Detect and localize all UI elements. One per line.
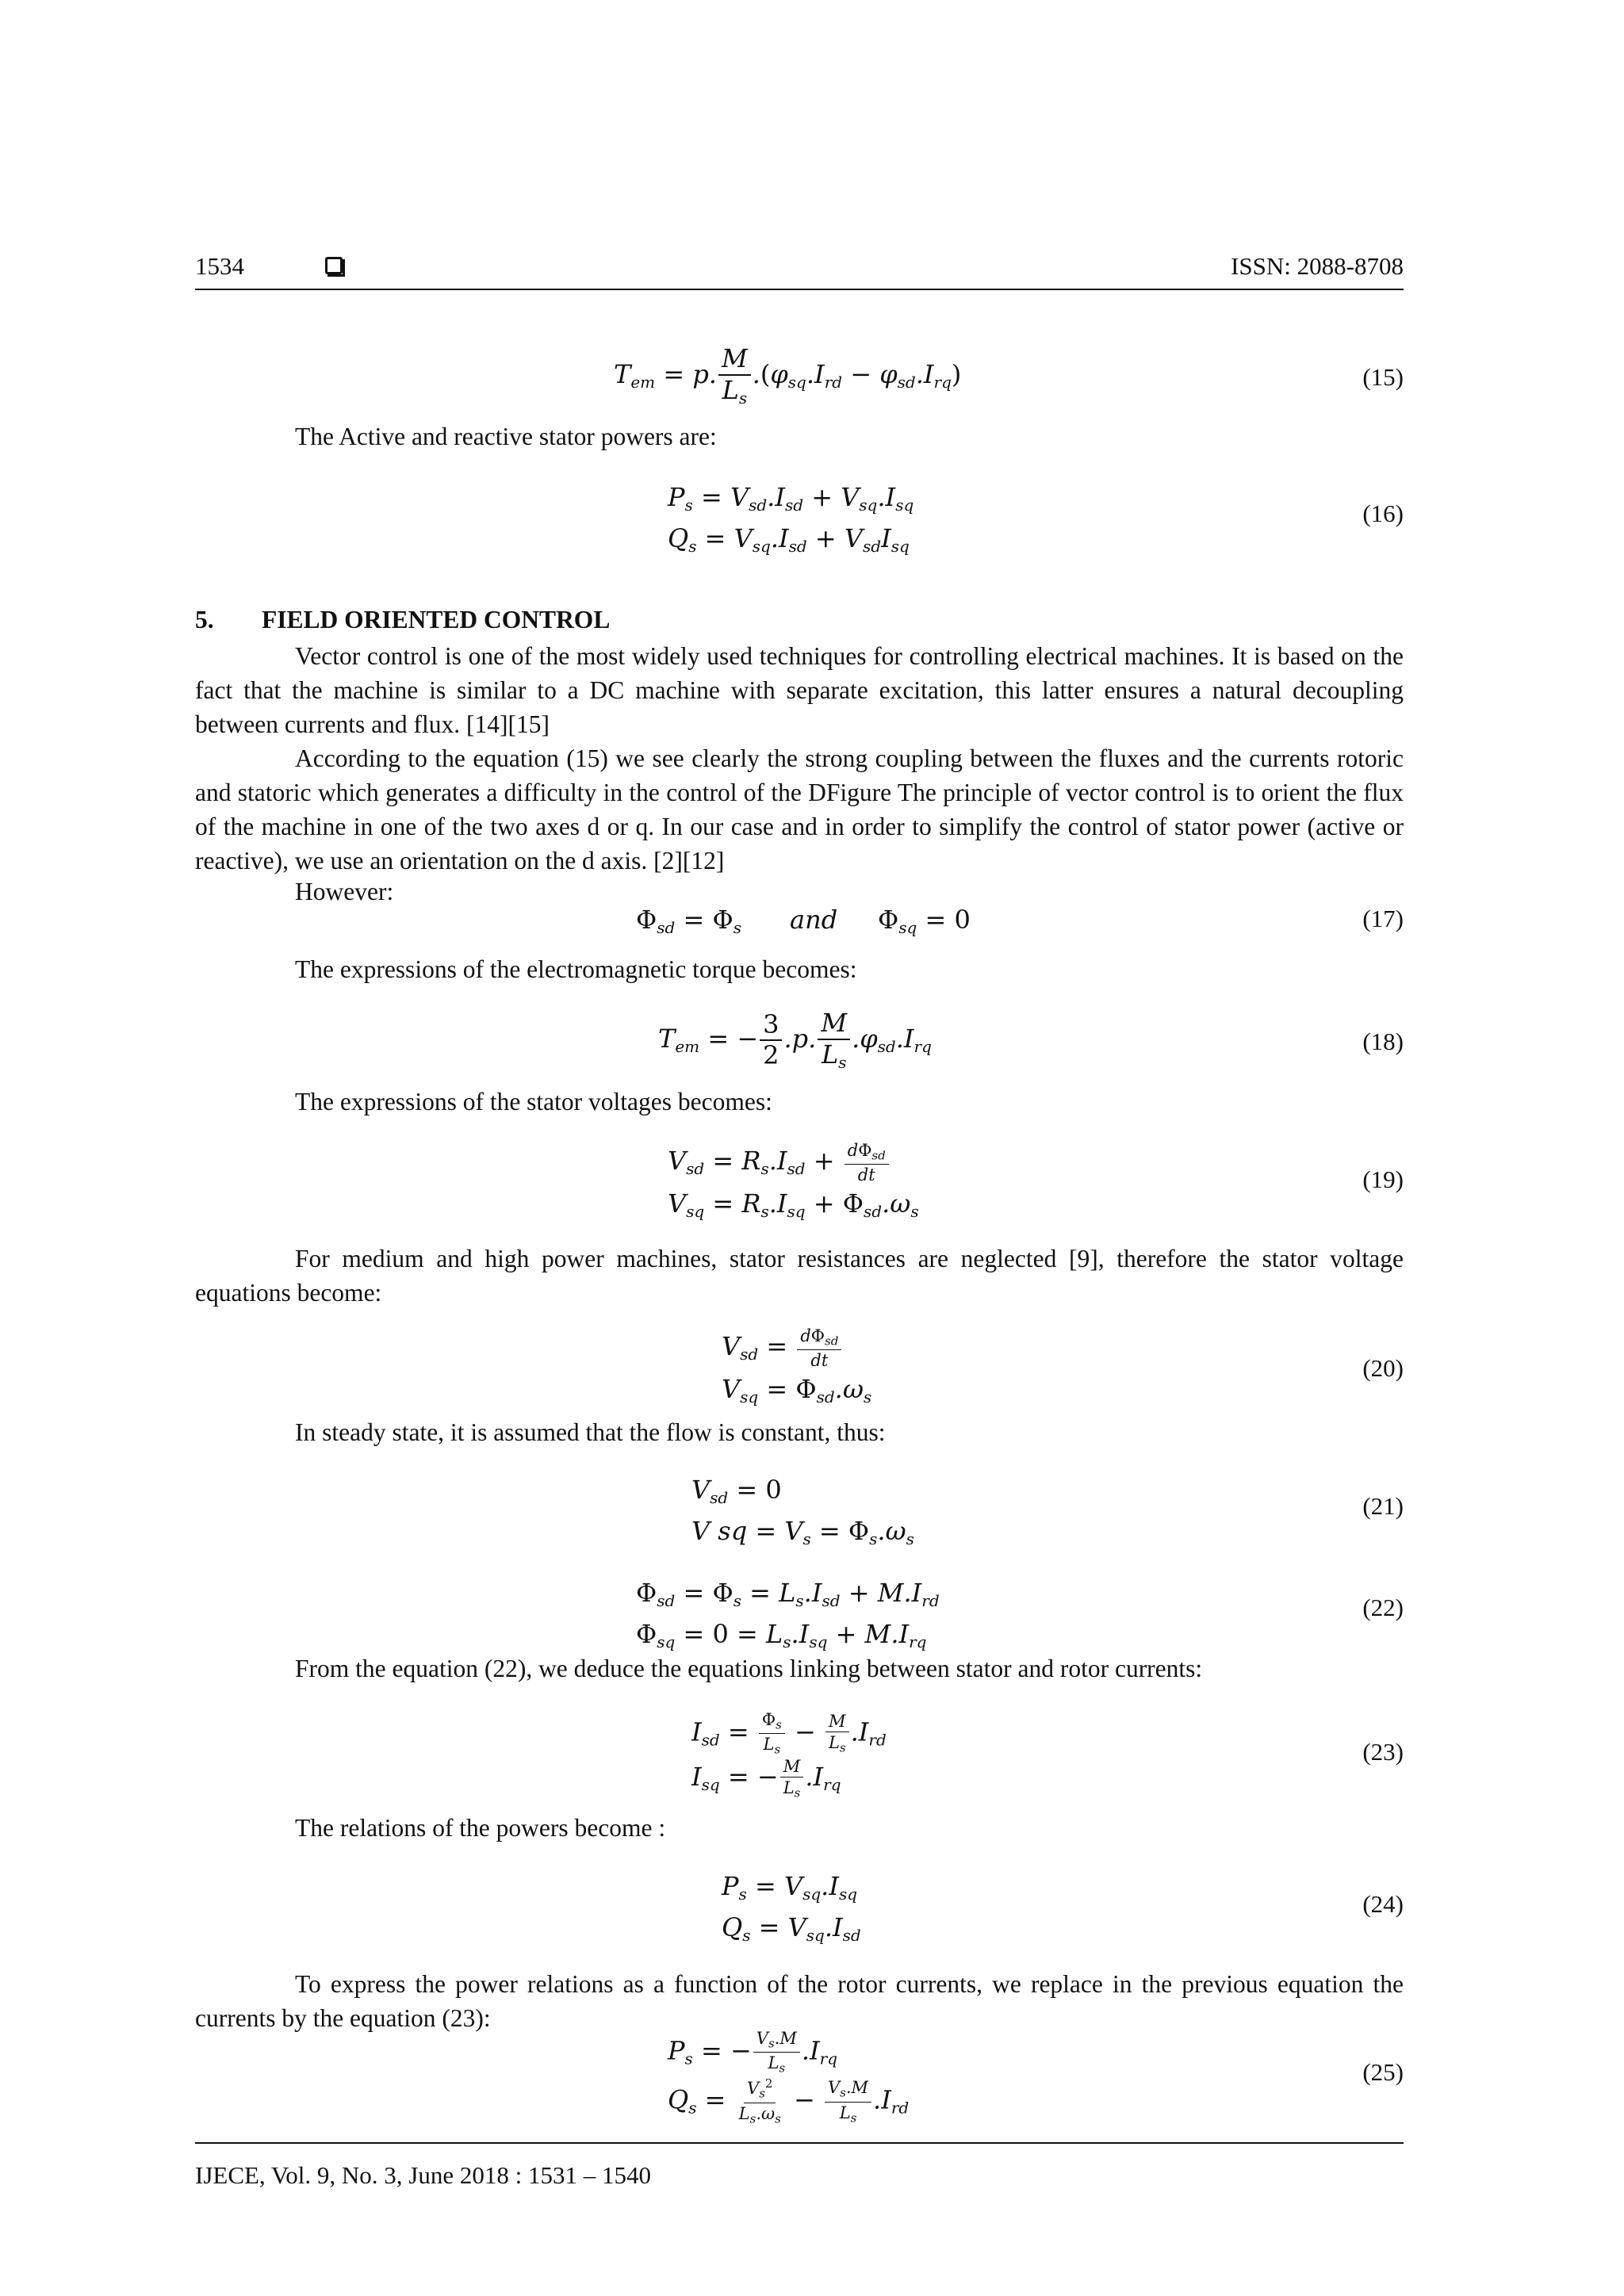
checkbox-square-icon xyxy=(325,257,343,274)
paragraph: The expressions of the electromagnetic torque becomes: xyxy=(295,955,857,983)
paragraph: The Active and reactive stator powers are: xyxy=(295,423,717,450)
equation-number: (15) xyxy=(1362,363,1404,391)
equation-number: (23) xyxy=(1362,1738,1404,1766)
paragraph: The expressions of the stator voltages becomes: xyxy=(295,1088,772,1115)
paragraph: To express the power relations as a function of the rotor currents, we replace in the previous equation the currents by the equation (23): xyxy=(195,1970,1404,2032)
equation-number: (22) xyxy=(1362,1594,1404,1621)
paragraph: Vector control is one of the most widely used techniques for controlling electrical machines. It is based on the fact that the machine is similar to a DC machine with separate excitation, this latter ensures a natural decoupling between currents and flux. [14][15] xyxy=(195,642,1404,738)
equation-17: $\Phi_{sd} = \Phi_s$ and $\Phi_{sq} = 0$ (17) xyxy=(636,905,1404,937)
equation-number: (19) xyxy=(1362,1165,1404,1193)
equation-22: $\Phi_{sd} = \Phi_s = L_s.I_{sd} + M.I_{rd}$ $\Phi_{sq} = 0 = L_s.I_{sq} + M.I_{rq}$ (22) xyxy=(636,1578,1404,1651)
equation-number: (21) xyxy=(1362,1492,1404,1520)
section-number: 5. xyxy=(195,606,214,633)
equation-number: (24) xyxy=(1362,1890,1404,1918)
equation-number: (18) xyxy=(1362,1027,1404,1055)
equation-23: $I_{sd}$ = $\frac{\Phi_s}{L_s}$ − $\frac{M}{L_s}$ $.I_{rd}$ $I_{sq}$ = − $\frac{M}{L_s}$ $.I_{rq}$ (23) xyxy=(691,1710,1404,1800)
paragraph: In steady state, it is assumed that the flow is constant, thus: xyxy=(295,1418,886,1446)
equation-number: (20) xyxy=(1362,1354,1404,1382)
paragraph: From the equation (22), we deduce the equations linking between stator and rotor currents: xyxy=(295,1655,1203,1682)
equation-25: $P_s$ = − $\frac{V_s.M}{L_s}$ $.I_{rq}$ $Q_s$ = $\frac{V_s^2}{L_s.\omega_s}$ − $\frac{V_s.M}{L_s}$ $.I_{rd}$ (25) xyxy=(668,2029,1404,2126)
paragraph: The relations of the powers become : xyxy=(295,1814,666,1842)
header-rule xyxy=(195,289,1404,290)
equation-19: $V_{sd} = R_s.I_{sd}$ + $\frac{d\Phi_{sd}}{dt}$ $V_{sq} = R_s.I_{sq} + \Phi_{sd}.\omega_s$ (19) xyxy=(668,1141,1404,1222)
paragraph: For medium and high power machines, stator resistances are neglected [9], therefore the stator voltage equations become: xyxy=(195,1245,1404,1307)
section-heading xyxy=(195,606,610,634)
equation-number: (16) xyxy=(1362,499,1404,527)
paragraph: However: xyxy=(295,878,394,905)
page-header xyxy=(195,252,1404,287)
equation-18: $T_{em}$ = − $\frac{3}{2}$ .p. $\frac{M}{L_s}$ $.\varphi_{sd}.I_{rq}$ (18) xyxy=(658,1008,1404,1072)
equation-number: (25) xyxy=(1362,2058,1404,2086)
equation-24: $P_s = V_{sq}.I_{sq}$ $Q_s = V_{sq}.I_{sd}$ (24) xyxy=(722,1871,1404,1945)
equation-number: (17) xyxy=(1362,905,1404,932)
page-number: 1534 xyxy=(195,252,244,280)
section-title: FIELD ORIENTED CONTROL xyxy=(262,606,611,633)
equation-21: $V_{sd} = 0$ V sq = $V_s = \Phi_s.\omega_s$ (21) xyxy=(691,1475,1404,1548)
equation-20: $V_{sd}$ = $\frac{d\Phi_{sd}}{dt}$ $V_{sq} = \Phi_{sd}.\omega_s$ (20) xyxy=(722,1326,1404,1407)
footer-citation: IJECE, Vol. 9, No. 3, June 2018 : 1531 – 1540 xyxy=(195,2161,651,2189)
paragraph: According to the equation (15) we see clearly the strong coupling between the fluxes and the currents rotoric and statoric which generates a difficulty in the control of the DFigure The principle of vector control is to orient the flux of the machine in one of the two axes d or q. In our case and in order to simplify the control of stator power (active or reactive), we use an orientation on the d axis. [2][12] xyxy=(195,744,1404,874)
equation-15: $T_{em} = p$. $\frac{M}{L_s}$ $.(\varphi_{sq}.I_{rd} - \varphi_{sd}.I_{rq})$ (15) xyxy=(614,343,1404,408)
footer-rule xyxy=(195,2142,1404,2144)
equation-16: $P_s = V_{sd}.I_{sd} + V_{sq}.I_{sq}$ $Q_s = V_{sq}.I_{sd} + V_{sd}I_{sq}$ (16) xyxy=(668,482,1404,556)
issn-label: ISSN: 2088-8708 xyxy=(1231,252,1404,280)
